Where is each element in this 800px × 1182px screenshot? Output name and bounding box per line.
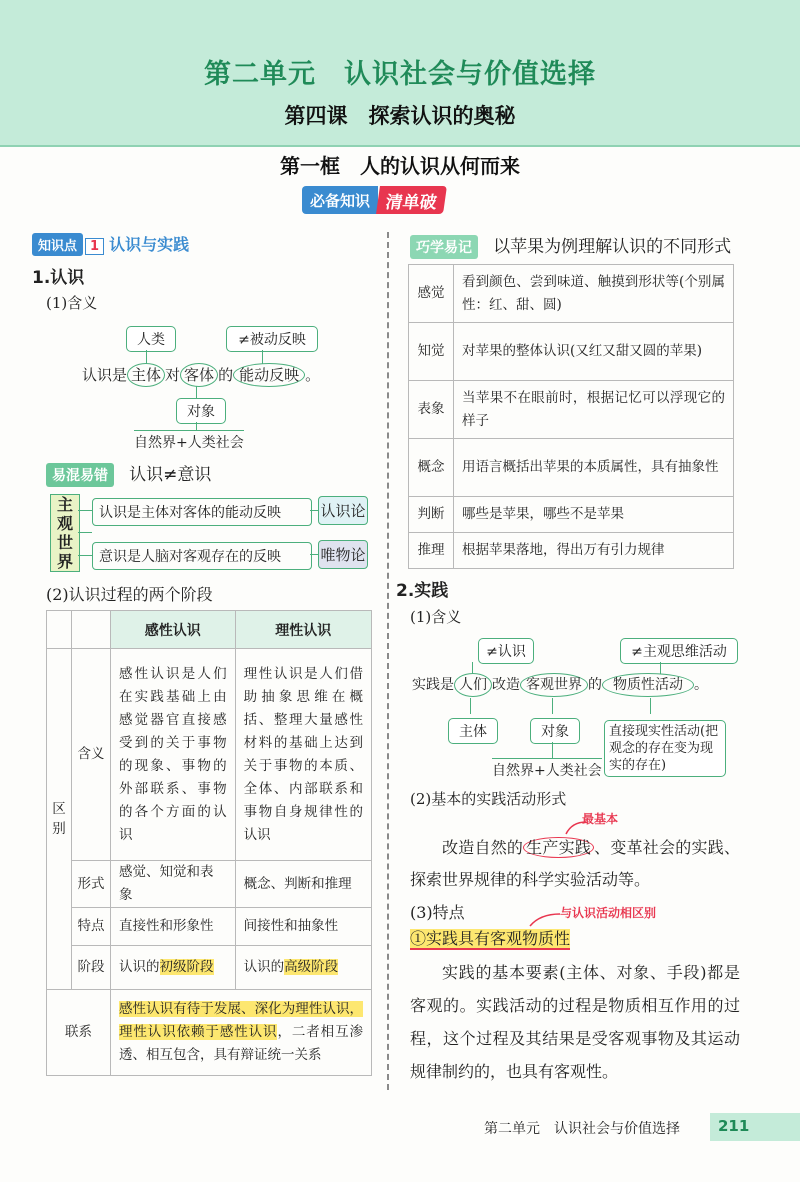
kp-tag: 知识点 [32, 233, 83, 256]
kp-title: 认识与实践 [109, 235, 190, 254]
d1-line [196, 422, 197, 430]
annot-most-basic: 最基本 [582, 812, 619, 826]
table-corner [47, 611, 72, 649]
meaning-rational: 理性认识是人们借助抽象思维在概括、整理大量感性材料的基础上达到关于事物的本质、全体、内部联系和事物自身规律性的认识 [235, 649, 371, 861]
d3-text: 改造 [492, 677, 520, 693]
row-label-stage: 阶段 [72, 946, 111, 990]
d3-line [552, 698, 553, 714]
stage-highlight: 高级阶段 [284, 959, 339, 975]
d2-line [78, 532, 92, 533]
row-label-link: 联系 [47, 990, 111, 1076]
sub-two-stages: (2)认识过程的两个阶段 [46, 585, 213, 604]
column-divider [387, 232, 389, 1090]
d2-materialism-tag: 唯物论 [318, 540, 368, 569]
unit-title: 第二单元 认识社会与价值选择 [204, 59, 596, 90]
d3-object-box: 对象 [530, 718, 580, 744]
row-label-form: 形式 [72, 861, 111, 908]
d3-line [650, 698, 651, 714]
link-content [111, 990, 372, 1076]
form-key: 表象 [409, 381, 454, 439]
d3-bottom: 自然界+人类社会 [492, 758, 602, 780]
form-key: 概念 [409, 439, 454, 497]
d1-text: 认识是 [82, 366, 128, 384]
sub-forms: (2)基本的实践活动形式 [410, 790, 567, 808]
d3-people-oval: 人们 [454, 673, 492, 697]
stage-text: 认识的 [119, 959, 160, 975]
knowledge-point-heading [32, 232, 189, 256]
d1-active-oval: 能动反映 [233, 363, 305, 387]
sub-meaning-2: (1)含义 [410, 608, 462, 626]
para-text: 改造自然的 [442, 838, 524, 857]
lesson-title: 第四课 探索认识的奥秘 [284, 104, 516, 128]
stages-table [46, 610, 372, 1076]
d1-target-box: 对象 [176, 398, 226, 424]
section-practice: 2.实践 [396, 581, 449, 601]
confuse-title: 认识≠意识 [129, 465, 212, 485]
meaning-perceptual: 感性认识是人们在实践基础上由感觉器官直接感受到的关于事物的现象、事物的外部联系、事物的各个方面的认识 [111, 649, 236, 861]
d1-line [146, 350, 147, 364]
d2-bracket [78, 510, 92, 556]
para-text: 、变革社会的实践、探索世界规律的科学实验活动等。 [410, 838, 740, 889]
feature-1-highlight: ①实践具有客观物质性 [410, 929, 571, 948]
badge-left: 必备知识 [302, 186, 378, 214]
row-label-feature: 特点 [72, 908, 111, 946]
link-highlight: 感性认识有待于发展、深化为理性认识，理性认识依赖于感性认识 [119, 1001, 363, 1040]
group-difference: 区别 [47, 649, 72, 990]
d1-human-box: 人类 [126, 326, 176, 352]
d3-subject-box: 主体 [448, 718, 498, 744]
d3-world-oval: 客观世界 [520, 673, 588, 697]
d1-subject-oval: 主体 [127, 363, 165, 387]
form-perceptual: 感觉、知觉和表象 [111, 861, 236, 908]
d1-text: 的 [218, 366, 234, 384]
d3-sentence [412, 674, 708, 694]
d3-text: 的 [588, 677, 602, 693]
kp-number: 1 [85, 238, 104, 255]
tip-tag: 巧学易记 [410, 235, 478, 259]
d3-line [660, 662, 661, 674]
stage-perceptual [111, 946, 236, 990]
link-text: ，二者相互渗透、相互包含，具有辩证统一关系 [119, 1024, 363, 1063]
confuse-heading [46, 460, 211, 487]
d1-bottom: 自然界+人类社会 [134, 430, 244, 452]
d1-text: 。 [305, 366, 321, 384]
row-label-meaning: 含义 [72, 649, 111, 861]
badge-right: 清单破 [376, 186, 447, 214]
d1-sentence [82, 364, 320, 385]
production-practice-oval: 生产实践 [523, 837, 594, 858]
form-value: 当苹果不在眼前时，根据记忆可以浮现它的样子 [454, 381, 734, 439]
d3-line [552, 742, 553, 758]
form-key: 推理 [409, 533, 454, 569]
frame-title: 第一框 人的认识从何而来 [280, 154, 520, 178]
form-key: 感觉 [409, 265, 454, 323]
annot-distinguish: 与认识活动相区别 [560, 906, 657, 920]
section-cognition: 1.认识 [32, 268, 85, 288]
d3-not-subjective-box: ≠主观思维活动 [620, 638, 738, 664]
sub-meaning-1: (1)含义 [46, 294, 98, 312]
feature-rational: 间接性和抽象性 [235, 908, 371, 946]
para-objective: 实践的基本要素(主体、对象、手段)都是客观的。实践活动的过程是物质相互作用的过程，这个过程及其结果是受客观事物及其运动规律制约的，也具有客观性。 [410, 963, 740, 1081]
form-value: 哪些是苹果，哪些不是苹果 [454, 497, 734, 533]
tip-title: 以苹果为例理解认识的不同形式 [493, 237, 732, 257]
d3-material-oval: 物质性活动 [602, 673, 694, 697]
d1-line [262, 350, 263, 364]
stage-highlight: 初级阶段 [159, 959, 214, 975]
form-value: 看到颜色、尝到味道、触摸到形状等(个别属性：红、甜、圆) [454, 265, 734, 323]
d2-line [310, 510, 318, 511]
sub-features: (3)特点 [410, 903, 465, 922]
table-corner [72, 611, 111, 649]
form-key: 判断 [409, 497, 454, 533]
section-badge [302, 186, 445, 214]
d2-row1: 认识是主体对客体的能动反映 [92, 498, 312, 526]
footer-unit: 第二单元 认识社会与价值选择 [484, 1121, 680, 1137]
form-value: 用语言概括出苹果的本质属性，具有抽象性 [454, 439, 734, 497]
form-value: 根据苹果落地，得出万有引力规律 [454, 533, 734, 569]
col-rational: 理性认识 [235, 611, 371, 649]
d3-not-cognition-box: ≠认识 [478, 638, 534, 664]
d3-text: 。 [694, 677, 708, 693]
d2-subjective-world: 主观世界 [50, 494, 80, 572]
form-key: 知觉 [409, 323, 454, 381]
page-number: 211 [718, 1117, 750, 1135]
d3-text: 实践是 [412, 677, 454, 693]
feature-perceptual: 直接性和形象性 [111, 908, 236, 946]
confuse-tag: 易混易错 [46, 463, 114, 487]
d2-line [310, 554, 318, 555]
stage-text: 认识的 [243, 959, 285, 975]
apple-forms-table [408, 264, 734, 569]
d3-line [470, 698, 471, 714]
d1-object-oval: 客体 [180, 363, 218, 387]
tip-heading [410, 232, 731, 259]
form-value: 对苹果的整体认识(又红又甜又圆的苹果) [454, 323, 734, 381]
stage-rational [235, 946, 371, 990]
d1-line [196, 386, 197, 398]
d3-direct-reality-box: 直接现实性活动(把观念的存在变为现实的存在) [604, 720, 726, 777]
form-rational: 概念、判断和推理 [235, 861, 371, 908]
col-perceptual: 感性认识 [111, 611, 236, 649]
d2-epistemology-tag: 认识论 [318, 496, 368, 525]
para-forms [410, 832, 740, 896]
d1-text: 对 [165, 366, 181, 384]
feature-1-heading [410, 926, 570, 949]
d1-not-passive-box: ≠被动反映 [226, 326, 318, 352]
d2-row2: 意识是人脑对客观存在的反映 [92, 542, 312, 570]
